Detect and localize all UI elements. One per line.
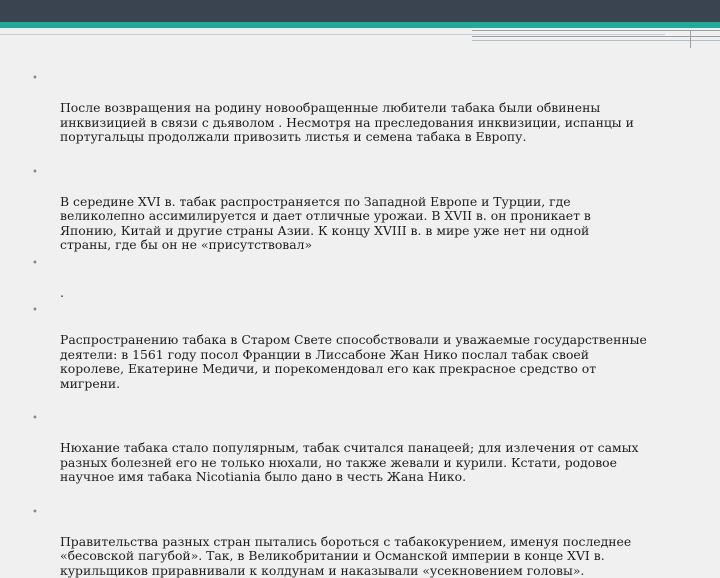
bullet-item [32, 412, 682, 485]
bullet-dot-icon: • [32, 257, 38, 272]
slide-accent-bar [0, 22, 720, 28]
header-corner-ornament [690, 30, 720, 48]
bullet-item [32, 257, 682, 301]
bullet-text: . [60, 285, 64, 300]
slide-top-bar [0, 0, 720, 22]
bullet-dot-icon: • [32, 166, 38, 181]
bullet-dot-icon: • [32, 412, 38, 427]
bullet-dot-icon: • [32, 304, 38, 319]
bullet-text: Правительства разных стран пытались бороться с табакокурением, именуя последнее «бесовской пагубой». Так, в Великобритании и Османской империи в конце XVI в. курильщиков приравнивали к колдунам и наказывали «усекновением головы». [60, 534, 631, 578]
header-rule-right [472, 30, 720, 44]
bullet-item [32, 304, 682, 391]
bullet-item [32, 166, 682, 253]
bullet-item [32, 72, 682, 145]
bullet-dot-icon: • [32, 506, 38, 521]
bullet-text: После возвращения на родину новообращенные любители табака были обвинены инквизицией в связи с дьяволом . Несмотря на преследования инквизиции, испанцы и португальцы продолжали привозить листья и семена табака в Европу. [60, 100, 634, 144]
bullet-text: Нюхание табака стало популярным, табак считался панацеей; для излечения от самых разных болезней его не только нюхали, но также жевали и курили. Кстати, родовое научное имя табака Nicotiania было дано в честь Жана Нико. [60, 440, 639, 484]
bullet-item [32, 506, 682, 578]
bullet-dot-icon: • [32, 72, 38, 87]
bullet-text: Распространению табака в Старом Свете способствовали и уважаемые государственные деятели: в 1561 году посол Франции в Лиссабоне Жан Нико послал табак своей королеве, Екатерине Медичи, и порекомендовал его как прекрасное средство от мигрени. [60, 332, 647, 391]
bullet-text: В середине XVI в. табак распространяется по Западной Европе и Турции, где великолепно ассимилируется и дает отличные урожаи. В XVII в. он проникает в Японию, Китай и другие страны Азии. К концу XVIII в. в мире уже нет ни одной страны, где бы он не «присутствовал» [60, 194, 591, 253]
slide-content [32, 72, 682, 578]
